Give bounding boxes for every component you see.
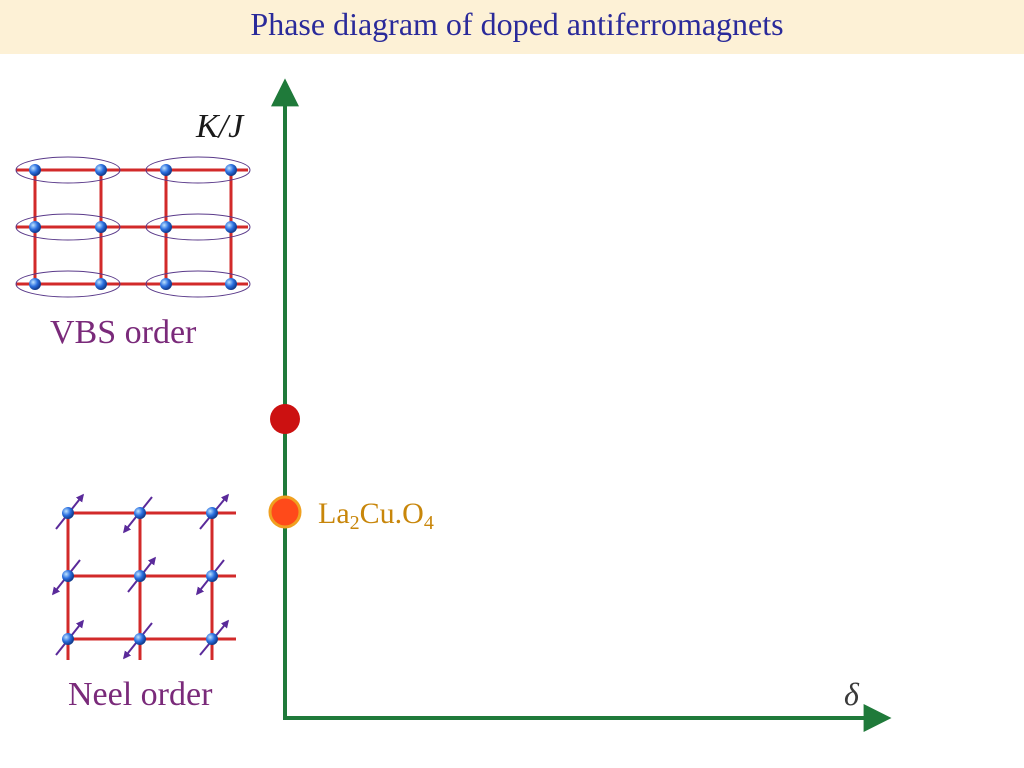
vbs-order-label: VBS order bbox=[50, 314, 197, 351]
lattice-site bbox=[62, 507, 74, 519]
lattice-site bbox=[134, 570, 146, 582]
lattice-site bbox=[160, 278, 172, 290]
lattice-site bbox=[29, 164, 41, 176]
lattice-site bbox=[134, 633, 146, 645]
lattice-site bbox=[225, 164, 237, 176]
lattice-site bbox=[29, 221, 41, 233]
lattice-site bbox=[225, 278, 237, 290]
x-axis-label: δ bbox=[844, 676, 859, 712]
lattice-site bbox=[62, 633, 74, 645]
lattice-site bbox=[225, 221, 237, 233]
lattice-site bbox=[95, 278, 107, 290]
lattice-site bbox=[134, 507, 146, 519]
lattice-site bbox=[206, 507, 218, 519]
lattice-site bbox=[160, 164, 172, 176]
neel-order-label: Neel order bbox=[68, 676, 213, 713]
lattice-site bbox=[29, 278, 41, 290]
y-axis-label: K/J bbox=[196, 108, 244, 145]
vbs-lattice bbox=[16, 157, 250, 297]
neel-lattice bbox=[53, 495, 236, 660]
la2cuo4-point bbox=[270, 497, 300, 527]
lattice-site bbox=[206, 570, 218, 582]
critical-point bbox=[270, 404, 300, 434]
page-title: Phase diagram of doped antiferromagnets bbox=[250, 6, 784, 42]
lattice-site bbox=[160, 221, 172, 233]
la2cuo4-label: $La_2Cu.O_4$ bbox=[318, 497, 434, 534]
lattice-site bbox=[206, 633, 218, 645]
lattice-site bbox=[62, 570, 74, 582]
lattice-site bbox=[95, 221, 107, 233]
lattice-site bbox=[95, 164, 107, 176]
